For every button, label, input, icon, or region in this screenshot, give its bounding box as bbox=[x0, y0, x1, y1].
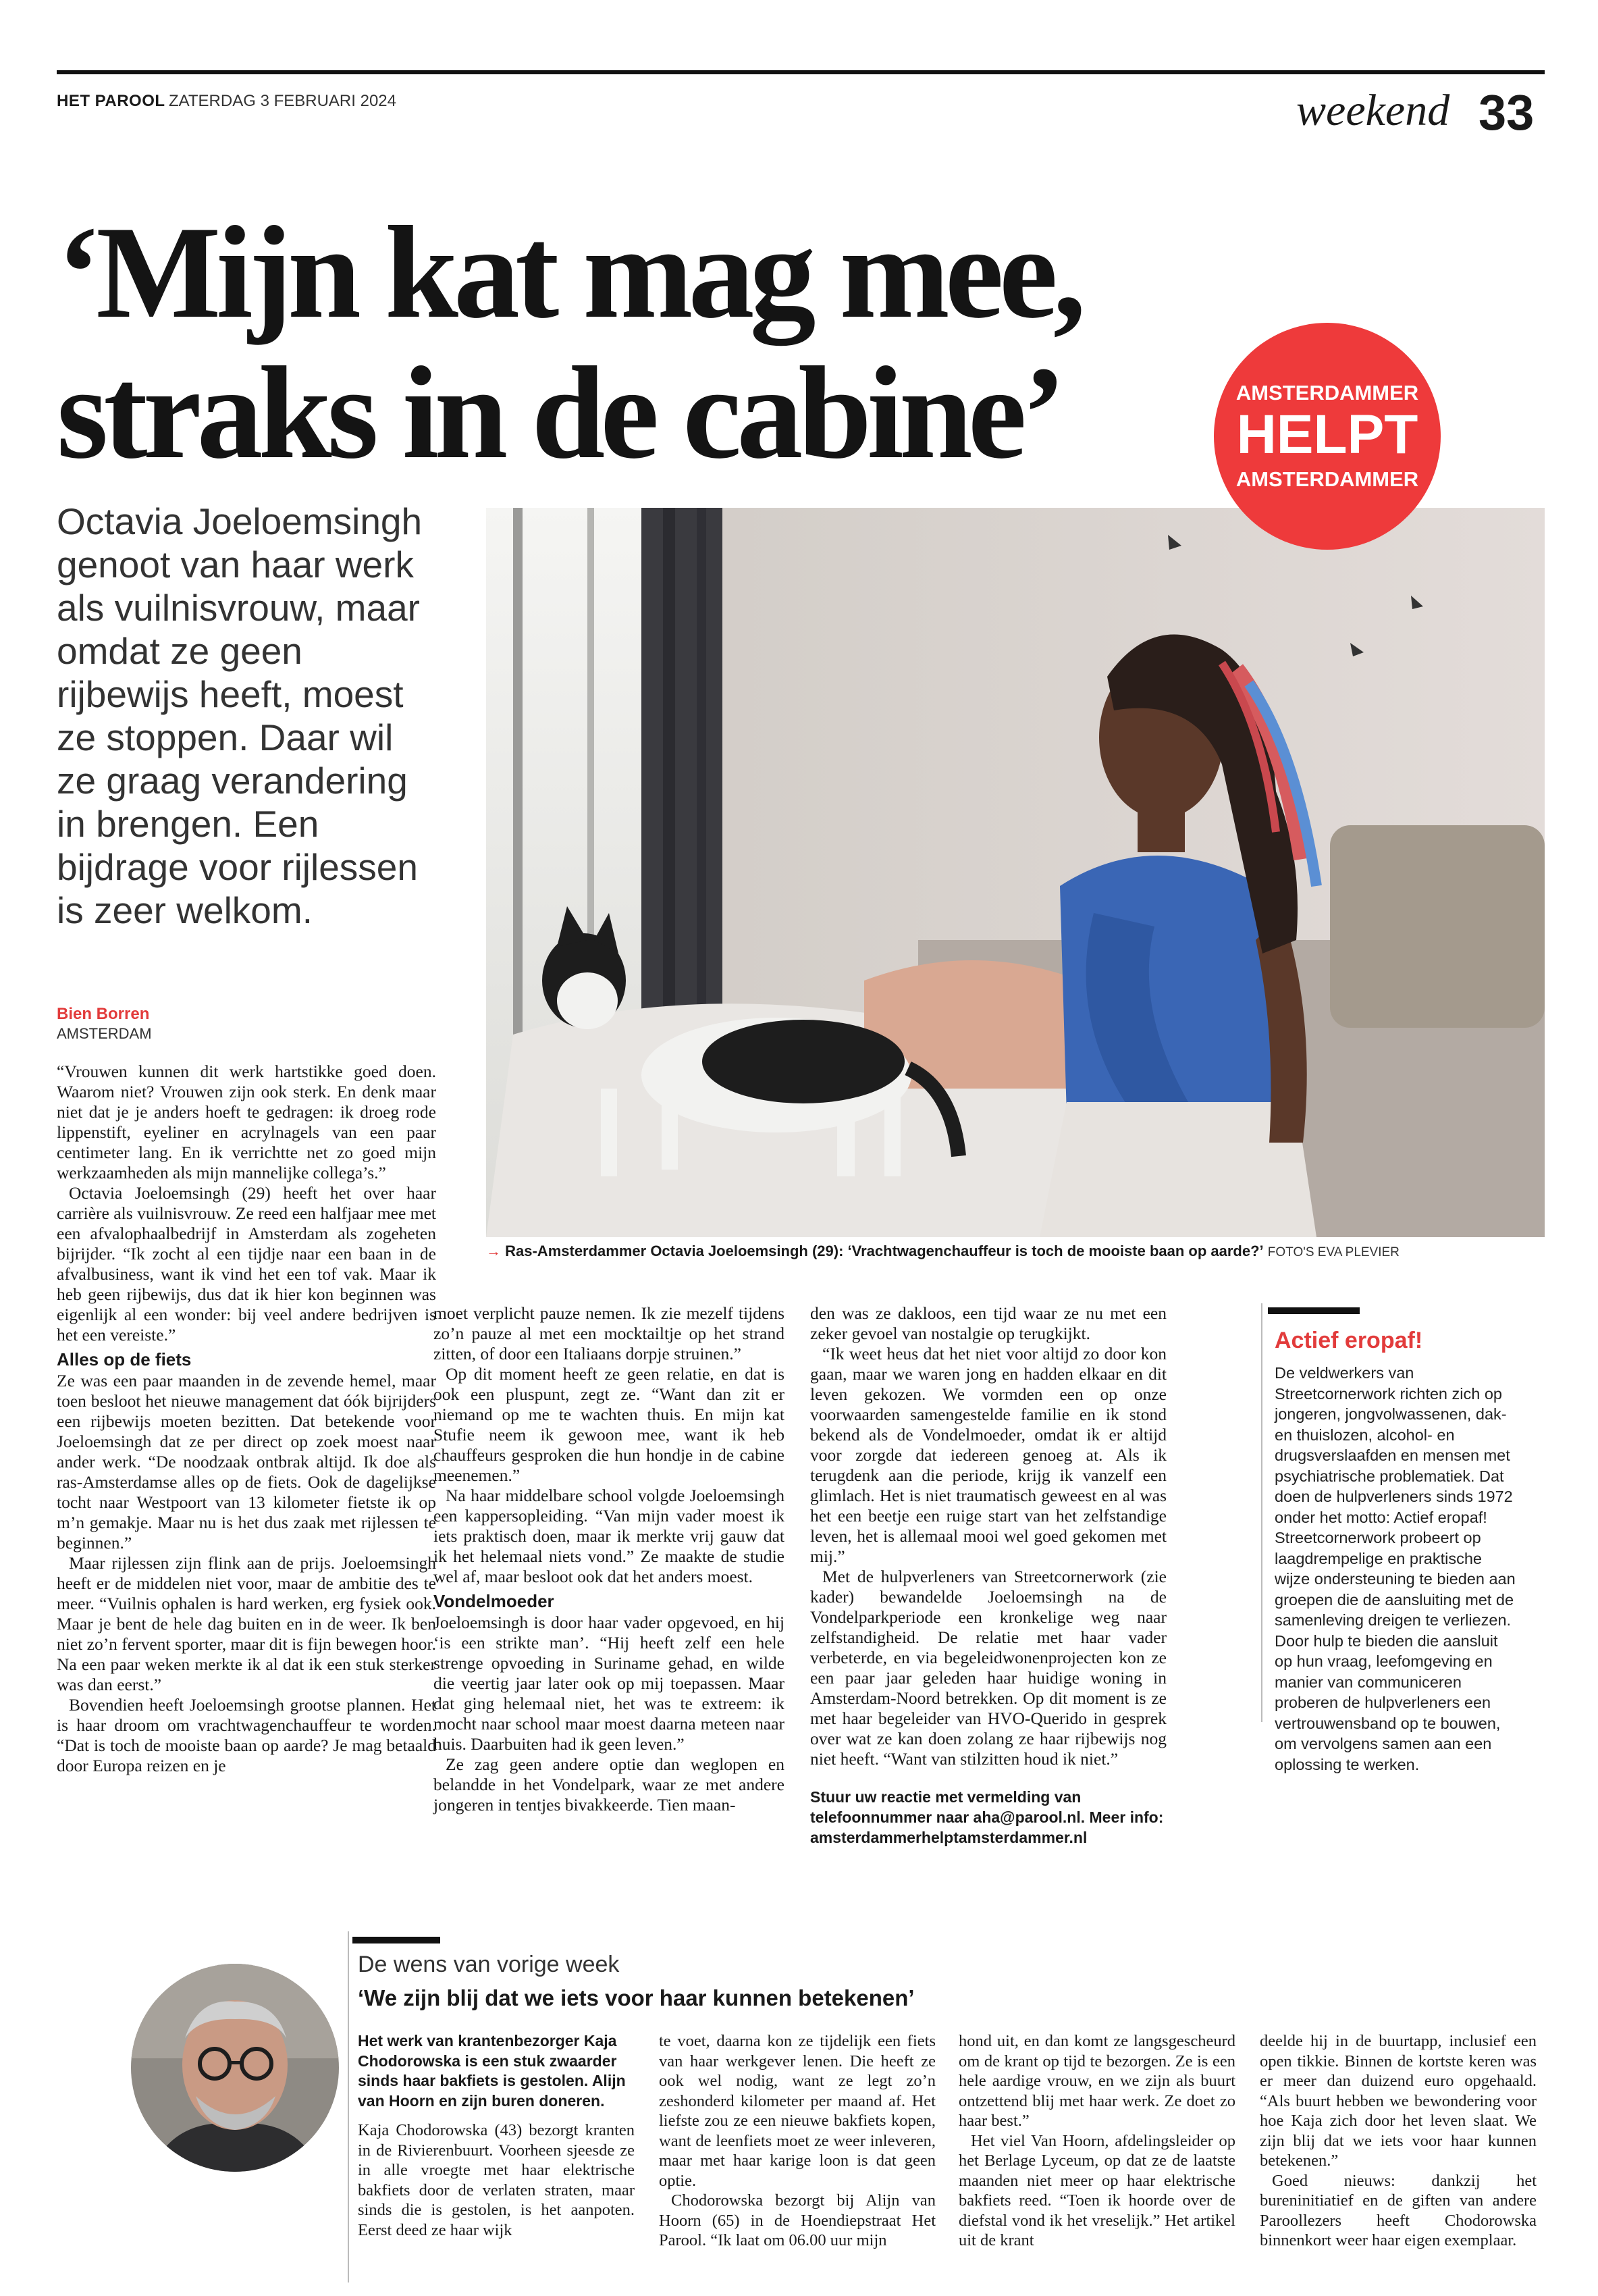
paragraph: Ze was een paar maanden in de zevende hemel, maar toen besloot het nieuwe management dat óók bijrijders een rijbewijs moeten bezitten. Dat betekende voor Joeloemsingh dat ze per direct op zoek moest naar ander werk. “De noodzaak ontbrak altijd. Ik doe als ras-Amsterdamse alles op de fiets. Ook de dagelijkse tocht naar Westpoort van 13 kilometer fietste ik op m’n gemakje. Maar nu is het dus zaak met rijlessen te beginnen.” bbox=[57, 1371, 436, 1553]
main-photo-illustration bbox=[486, 508, 1545, 1237]
paragraph: den was ze dakloos, een tijd waar ze nu met een zeker gevoel van nostalgie op terugkijkt. bbox=[810, 1303, 1167, 1343]
photo-credit: FOTO'S EVA PLEVIER bbox=[1267, 1245, 1400, 1259]
photo-caption bbox=[486, 1243, 1545, 1260]
amsterdammer-helpt-badge bbox=[1214, 323, 1441, 550]
headline-line-1: ‘Mijn kat mag mee, bbox=[57, 199, 1082, 346]
caption-arrow-icon: → bbox=[486, 1243, 501, 1259]
badge-top-text: AMSTERDAMMER bbox=[1235, 381, 1419, 405]
badge-middle-text: HELPT bbox=[1236, 404, 1418, 465]
sidebar-body: De veldwerkers van Streetcornerwork richten zich op jongeren, jongvolwassenen, dak- en thuislozen, alcohol- en drugsverslaafden en mensen met psychiatrische problematiek. Dat doen de hulpverleners sinds 1972 onder het motto: Actief eropaf! Streetcornerwork probeert op laagdrempelige en praktische wijze ondersteuning te bieden aan groepen die de aansluiting met de samenleving dreigen te verliezen. Door hulp te bieden die aansluit op hun vraag, leefomgeving en manier van communiceren proberen de hulpverleners een vertrouwensband op te bouwen, om vervolgens samen aan een oplossing te werken. bbox=[1275, 1364, 1516, 1773]
paragraph: “Vrouwen kunnen dit werk hartstikke goed doen. Waarom niet? Vrouwen zijn ook sterk. En denk maar niet dat je je anders hoeft te gedragen: ik droeg rode lippenstift, eyeliner en acrylnagels van een paar centimeter lang. En ik verrichtte net zo goed mijn werkzaamheden als mijn mannelijke collega’s.” bbox=[57, 1062, 436, 1182]
main-photo bbox=[486, 508, 1545, 1237]
contact-info: Stuur uw reactie met vermelding van telefoonnummer naar aha@parool.nl. Meer info: amsterdammerhelptamsterdammer.nl bbox=[810, 1788, 1164, 1846]
caption-text: Ras-Amsterdammer Octavia Joeloemsingh (29): ‘Vrachtwagenchauffeur is toch de mooiste baan op aarde?’ bbox=[505, 1243, 1264, 1259]
paragraph: Op dit moment heeft ze geen relatie, en dat is ook een pluspunt, zegt ze. “Want dan zit er niemand op me te wachten thuis. En mijn kat Stufie neem ik gewoon mee, want ik heb chauffeurs gesproken die hun hondje in de cabine meenemen.” bbox=[433, 1364, 784, 1485]
paragraph: Goed nieuws: dankzij het bureninitiatief en de giften van andere Paroollezers heeft Chodorowska binnenkort weer haar eigen exemplaar. bbox=[1260, 2171, 1537, 2249]
sidebar-divider bbox=[1261, 1303, 1262, 1722]
paragraph: Maar rijlessen zijn flink aan de prijs. Joeloemsingh heeft er de middelen niet voor, maar de ambitie des te meer. “Vuilnis ophalen is hard werken, erg fysiek ook. Maar je bent de hele dag buiten en in de weer. Ik ben niet zo’n fervent sporter, maar dit is fijn bewegen hoor. Na een paar weken merkte ik al dat ik een stuk sterker was dan eerst.” bbox=[57, 1553, 436, 1694]
byline-author: Bien Borren bbox=[57, 1005, 150, 1023]
section-name: weekend bbox=[1296, 86, 1450, 135]
wish-column-1 bbox=[358, 2031, 635, 2240]
paragraph: “Ik weet heus dat het niet voor altijd zo door kon gaan, maar we waren jong en hadden elkaar en dit leven gekozen. We vormden een op onze voorwaarden samengestelde familie en ik stond bekend als de Vondelmoeder, omdat ik er altijd voor zorgde dat iedereen genoeg at. Als ik terugdenk aan die periode, krijg ik vanzelf een glimlach. Het is niet traumatisch geweest en al was het een beetje een ruige start van het zelfstandige leven, het is allemaal mooi wel goed gekomen met mij.” bbox=[810, 1344, 1167, 1566]
subheading: Vondelmoeder bbox=[433, 1591, 554, 1611]
subheading: Alles op de fiets bbox=[57, 1349, 192, 1369]
paragraph: Het viel Van Hoorn, afdelingsleider op het Berlage Lyceum, op dat ze de laatste maanden niet meer op haar elektrische bakfiets reed. “Toen ik hoorde over de diefstal vond ik het vreselijk.” Het artikel uit de krant bbox=[959, 2131, 1235, 2249]
wish-label: De wens van vorige week bbox=[358, 1952, 620, 1977]
paragraph: Ze zag geen andere optie dan weglopen en belandde in het Vondelpark, waar ze met andere jongeren in tentjes bivakkeerde. Tien maan- bbox=[433, 1754, 784, 1815]
portrait-photo bbox=[131, 1964, 339, 2172]
top-rule bbox=[57, 70, 1545, 74]
headline bbox=[57, 199, 1245, 486]
paragraph: Chodorowska bezorgt bij Alijn van Hoorn (65) in de Hoendiepstraat Het Parool. “Ik laat om 06.00 uur mijn bbox=[659, 2191, 936, 2249]
sidebar-title: Actief eropaf! bbox=[1275, 1328, 1423, 1353]
wish-column-2 bbox=[659, 2031, 936, 2251]
wish-rule bbox=[352, 1937, 440, 1943]
paragraph: Na haar middelbare school volgde Joeloemsingh een kappersopleiding. “Van mijn vader moest ik iets praktisch doen, maar ik merkte vrij gauw dat ik het helemaal niets vond.” Ze maakte de studie wel af, maar besloot ook dat het anders moest. bbox=[433, 1486, 784, 1586]
article-intro: Octavia Joeloemsingh genoot van haar werk als vuilnisvrouw, maar omdat ze geen rijbewijs heeft, moest ze stoppen. Daar wil ze graag verandering in brengen. Een bijdrage voor rijlessen is zeer welkom. bbox=[57, 500, 423, 931]
paragraph: hond uit, en dan komt ze langsgescheurd om de krant op tijd te bezorgen. Ze is een hele aardige vrouw, en we zijn als buurt ontzettend blij met haar werk. Ze doet zo haar best.” bbox=[959, 2032, 1235, 2130]
badge-bottom-text: AMSTERDAMMER bbox=[1235, 467, 1419, 491]
paragraph: deelde hij in de buurtapp, inclusief een open tikkie. Binnen de kortste keren was er meer dan duizend euro opgehaald. “Als buurt hebben we bewondering voor hoe Kaja zich door het leven slaat. We zijn blij dat we iets voor haar kunnen betekenen.” bbox=[1260, 2032, 1537, 2170]
article-column-1 bbox=[57, 1062, 436, 1776]
headline-line-2: straks in de cabine’ bbox=[57, 340, 1062, 486]
wish-lead: Het werk van krantenbezorger Kaja Chodorowska is een stuk zwaarder sinds haar bakfiets is gestolen. Alijn van Hoorn en zijn buren doneren. bbox=[358, 2032, 626, 2110]
byline-place: AMSTERDAM bbox=[57, 1025, 152, 1042]
wish-column-4 bbox=[1260, 2031, 1537, 2251]
wish-headline: ‘We zijn blij dat we iets voor haar kunnen betekenen’ bbox=[358, 1985, 915, 2010]
masthead-name: HET PAROOL bbox=[57, 92, 165, 110]
paragraph: moet verplicht pauze nemen. Ik zie mezelf tijdens zo’n pauze al met een mocktailtje op het strand zitten, of door een Italiaans dorpje struinen.” bbox=[433, 1303, 784, 1363]
article-column-2 bbox=[433, 1303, 784, 1815]
paragraph: Bovendien heeft Joeloemsingh grootse plannen. Het is haar droom om vrachtwagenchauffeur te worden. “Dat is toch de mooiste baan op aarde? Je mag betaald door Europa reizen en je bbox=[57, 1695, 436, 1775]
paragraph: te voet, daarna kon ze tijdelijk een fiets van haar werkgever lenen. Die heeft ze ook wel nodig, want ze legt zo’n zeshonderd kilometer per maand af. Het liefste zou ze een nieuwe bakfiets kopen, want de leenfiets moet ze weer inleveren, maar met haar karige loon is dat geen optie. bbox=[659, 2032, 936, 2190]
paragraph: Met de hulpverleners van Streetcornerwork (zie kader) bewandelde Joeloemsingh na de Vondelparkperiode een kronkelige weg naar zelfstandigheid. De relatie met haar vader verbeterde, en via begeleidwonenprojecten kon ze een paar jaar geleden haar huidige woning in Amsterdam-Noord betrekken. Op dit moment is ze met haar begeleider van HVO-Querido in gesprek over wat ze kan doen zolang ze haar rijbewijs nog niet heeft. “Want van stilzitten houd ik niet.” bbox=[810, 1567, 1167, 1769]
portrait-illustration bbox=[131, 1964, 339, 2172]
page-number: 33 bbox=[1479, 84, 1535, 140]
paragraph: Octavia Joeloemsingh (29) heeft het over haar carrière als vuilnisvrouw. Ze reed een halfjaar mee met een afvalophaalbedrijf in Amsterdam als zogeheten bijrijder. “Ik zocht al een tijdje naar een baan in de afvalbusiness, want ik vind het een tof vak. Maar ik heb geen rijbewijs, dus dat ik hier kon beginnen was eigenlijk al een wonder: bij veel andere bedrijven is het een vereiste.” bbox=[57, 1183, 436, 1345]
wish-column-3 bbox=[959, 2031, 1235, 2251]
article-column-3 bbox=[810, 1303, 1167, 1848]
paragraph: Kaja Chodorowska (43) bezorgt kranten in de Rivierenbuurt. Voorheen sjeesde ze in alle vroegte met haar elektrische bakfiets door de verlaten straten, maar sinds die is gestolen, is het aanpoten. Eerst deed ze haar wijk bbox=[358, 2121, 635, 2239]
wish-divider bbox=[348, 1931, 349, 2282]
masthead-date: ZATERDAG 3 FEBRUARI 2024 bbox=[169, 92, 396, 110]
sidebar-rule bbox=[1268, 1307, 1360, 1314]
paragraph: Joeloemsingh is door haar vader opgevoed, en hij ‘is een strikte man’. “Hij heeft zelf een hele strenge opvoeding in Suriname gehad, en wilde die veertig jaar later ook op mij toepassen. Maar dat ging helemaal niet, het was te extreem: ik mocht naar school maar moest daarna meteen naar huis. Daarbuiten had ik geen leven.” bbox=[433, 1613, 784, 1754]
